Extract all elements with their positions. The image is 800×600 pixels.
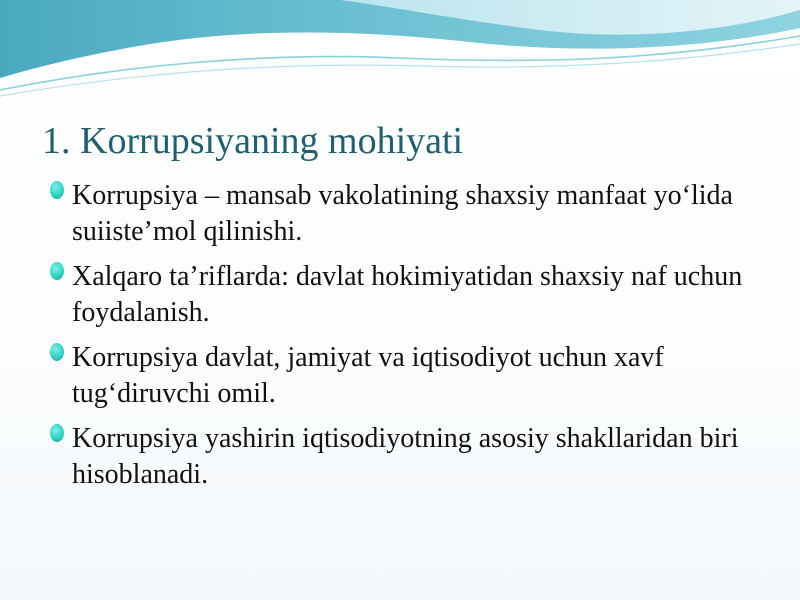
round-bullet-icon bbox=[50, 343, 64, 361]
slide-title: 1. Korrupsiyaning mohiyati bbox=[42, 120, 464, 162]
round-bullet-icon bbox=[50, 262, 64, 280]
header-wave-decoration bbox=[0, 0, 800, 110]
bullet-text: Korrupsiya – mansab vakolatining shaxsiy manfaat yo‘lida suiiste’mol qilinishi. bbox=[72, 180, 733, 247]
bullet-list bbox=[48, 178, 768, 502]
round-bullet-icon bbox=[50, 424, 64, 442]
bullet-item bbox=[48, 421, 768, 493]
bullet-item bbox=[48, 178, 768, 250]
round-bullet-icon bbox=[50, 181, 64, 199]
bullet-item bbox=[48, 340, 768, 412]
bullet-item bbox=[48, 259, 768, 331]
bullet-text: Xalqaro ta’riflarda: davlat hokimiyatidan shaxsiy naf uchun foydalanish. bbox=[72, 261, 743, 328]
bullet-text: Korrupsiya davlat, jamiyat va iqtisodiyot uchun xavf tug‘diruvchi omil. bbox=[72, 342, 664, 409]
bullet-text: Korrupsiya yashirin iqtisodiyotning asosiy shakllaridan biri hisoblanadi. bbox=[72, 423, 739, 490]
